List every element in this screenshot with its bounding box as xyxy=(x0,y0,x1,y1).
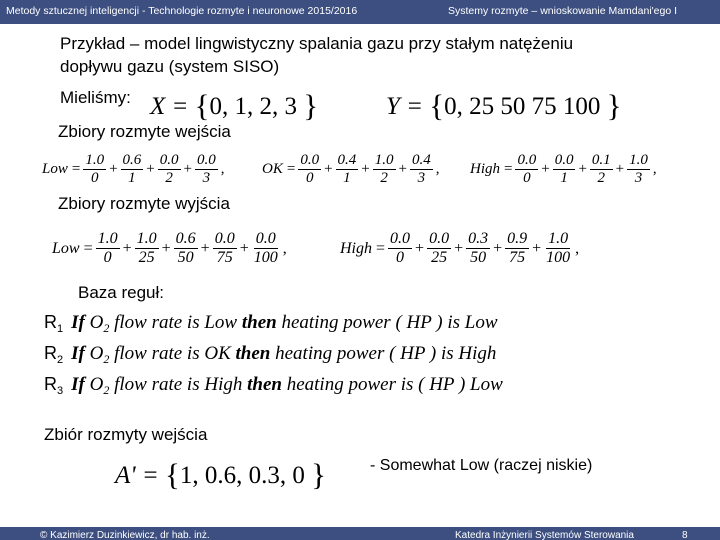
membership-fraction: $\frac{1.0}{100}$ xyxy=(546,230,571,266)
footer-author: © Kazimierz Duzinkiewicz, dr hab. inż. xyxy=(40,530,210,540)
slide-title-line2: dopływu gazu (system SISO) xyxy=(60,57,280,76)
membership-fraction: $\frac{0.6}{1}$ xyxy=(122,152,142,186)
given-input-heading: Zbiór rozmyty wejścia xyxy=(44,425,208,444)
input-set-high: High = $\frac{0.0}{0}$ + $\frac{0.0}{1}$ + $\frac{0.1}{2}$ + $\frac{1.0}{3}$ , xyxy=(470,152,657,186)
had-label: Mieliśmy: xyxy=(60,88,131,107)
output-set-high: High = $\frac{0.0}{0}$ + $\frac{0.0}{25}$ + $\frac{0.3}{50}$ + $\frac{0.9}{75}$ + $\frac{1.0}{100}$ , xyxy=(340,230,580,266)
membership-fraction: $\frac{1.0}{2}$ xyxy=(374,152,394,186)
membership-fraction: $\frac{0.6}{50}$ xyxy=(175,230,196,266)
membership-fraction: $\frac{0.0}{25}$ xyxy=(429,230,450,266)
membership-fraction: $\frac{1.0}{0}$ xyxy=(97,230,118,266)
membership-fraction: $\frac{0.4}{3}$ xyxy=(411,152,431,186)
membership-fraction: $\frac{0.0}{0}$ xyxy=(390,230,411,266)
membership-fraction: $\frac{0.0}{2}$ xyxy=(159,152,179,186)
membership-fraction: $\frac{0.0}{3}$ xyxy=(196,152,216,186)
output-sets-heading: Zbiory rozmyte wyjścia xyxy=(58,194,230,213)
set-name: High xyxy=(470,161,500,178)
set-name: OK xyxy=(262,161,283,178)
footer-department: Katedra Inżynierii Systemów Sterowania xyxy=(455,530,634,540)
set-name: High xyxy=(340,239,372,257)
y-universe: Y = {0, 25 50 75 100 } xyxy=(386,88,622,123)
membership-fraction: $\frac{1.0}{3}$ xyxy=(629,152,648,186)
input-set-low: Low = $\frac{1.0}{0}$ + $\frac{0.6}{1}$ + $\frac{0.0}{2}$ + $\frac{0.0}{3}$ , xyxy=(42,152,225,186)
header-course: Metody sztucznej inteligencji - Technologie rozmyte i neuronowe 2015/2016 xyxy=(6,5,358,17)
rule-3: R 3 If $O_2$ flow rate is High then heating power is ( HP ) Low xyxy=(44,374,503,397)
output-set-low: Low = $\frac{1.0}{0}$ + $\frac{1.0}{25}$ + $\frac{0.6}{50}$ + $\frac{0.0}{75}$ + $\frac{0.0}{100}$ , xyxy=(52,230,287,266)
membership-fraction: $\frac{0.0}{1}$ xyxy=(554,152,574,186)
header-topic: Systemy rozmyte – wnioskowanie Mamdani'ego I xyxy=(448,5,678,17)
slide-title-line1: Przykład – model lingwistyczny spalania gazu przy stałym natężeniu xyxy=(60,34,574,53)
membership-fraction: $\frac{0.4}{1}$ xyxy=(337,152,357,186)
membership-fraction: $\frac{0.9}{75}$ xyxy=(507,230,528,266)
page-number: 8 xyxy=(682,530,688,540)
membership-fraction: $\frac{1.0}{25}$ xyxy=(136,230,157,266)
input-sets-heading: Zbiory rozmyte wejścia xyxy=(58,122,231,141)
set-name: Low xyxy=(42,161,68,178)
rule-2: R 2 If $O_2$ flow rate is OK then heating power ( HP ) is High xyxy=(44,343,497,366)
set-name: Low xyxy=(52,239,80,257)
input-set-ok: OK = $\frac{0.0}{0}$ + $\frac{0.4}{1}$ + $\frac{1.0}{2}$ + $\frac{0.4}{3}$ , xyxy=(262,152,440,186)
membership-fraction: $\frac{0.0}{100}$ xyxy=(253,230,278,266)
x-universe: X = {0, 1, 2, 3 } xyxy=(150,88,319,123)
given-input-note: - Somewhat Low (raczej niskie) xyxy=(370,457,593,474)
given-input-set: A' = {1, 0.6, 0.3, 0 } xyxy=(115,457,327,492)
membership-fraction: $\frac{0.0}{75}$ xyxy=(214,230,235,266)
membership-fraction: $\frac{0.0}{0}$ xyxy=(300,152,320,186)
footer-bar xyxy=(0,527,720,540)
membership-fraction: $\frac{0.1}{2}$ xyxy=(591,152,611,186)
rule-1: R 1 If $O_2$ flow rate is Low then heating power ( HP ) is Low xyxy=(44,312,498,335)
rules-heading: Baza reguł: xyxy=(78,283,164,302)
membership-fraction: $\frac{0.3}{50}$ xyxy=(468,230,489,266)
header-bar xyxy=(0,0,720,24)
membership-fraction: $\frac{0.0}{0}$ xyxy=(517,152,537,186)
membership-fraction: $\frac{1.0}{0}$ xyxy=(85,152,105,186)
